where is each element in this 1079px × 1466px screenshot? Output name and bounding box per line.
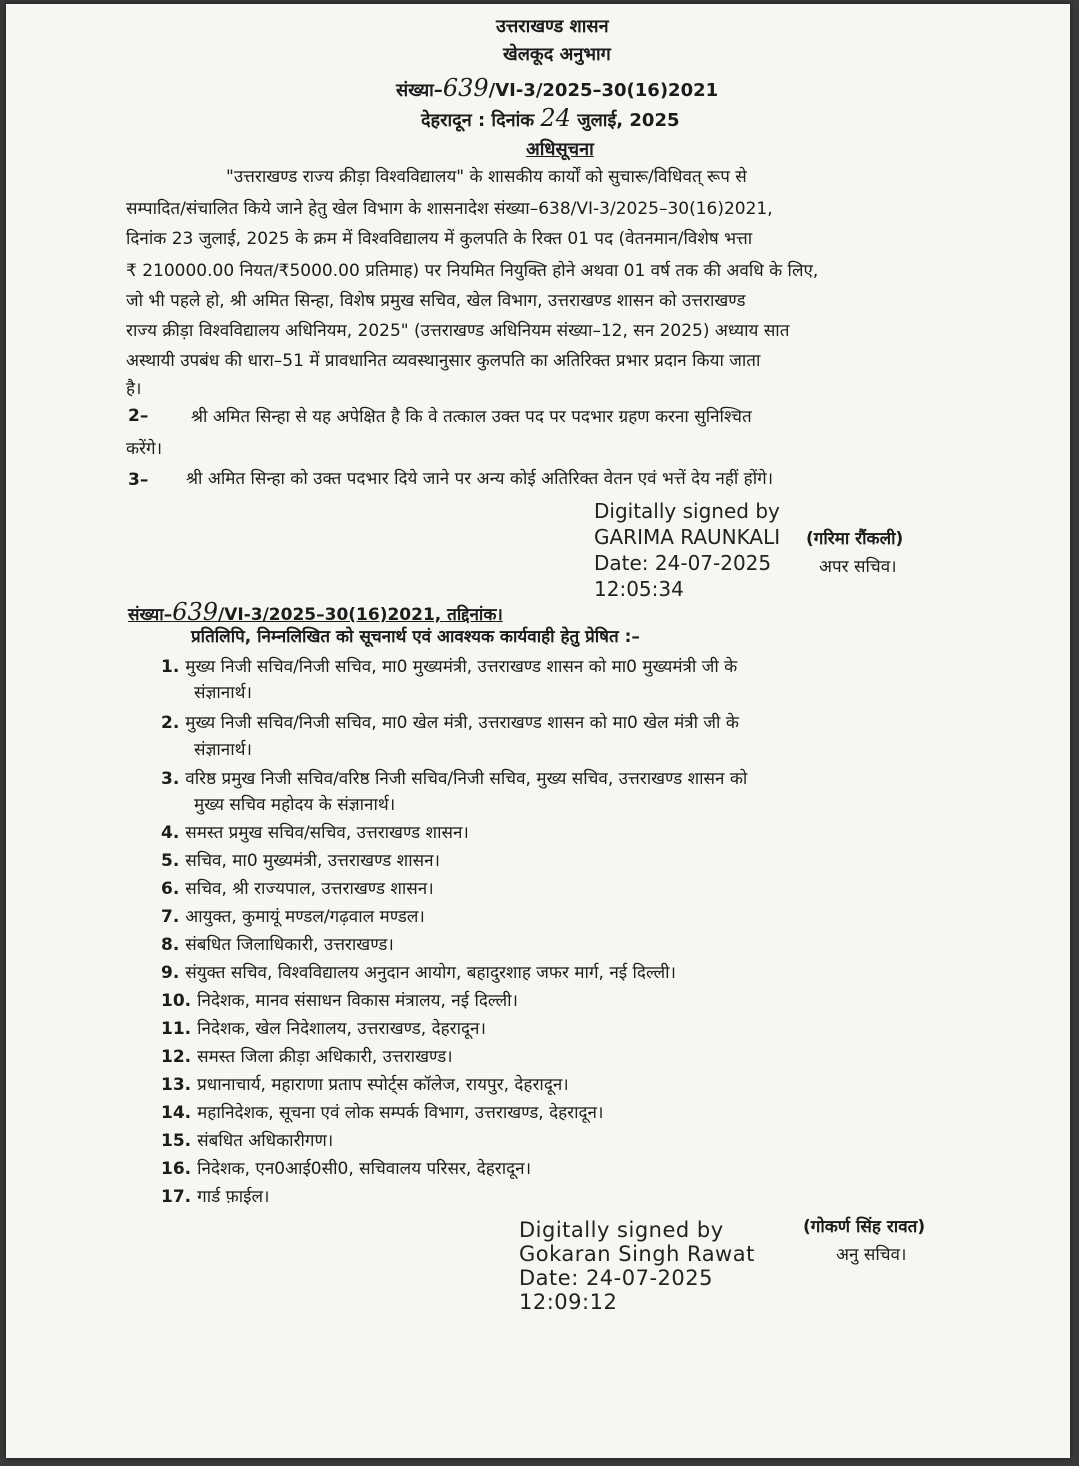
signature1-name-hindi: (गरिमा रौंकली) — [806, 529, 904, 549]
list-item-cont: संज्ञानार्थ। — [194, 683, 252, 703]
para2-line-2: करेंगे। — [126, 439, 163, 459]
para1-line-5: जो भी पहले हो, श्री अमित सिन्हा, विशेष प्रमुख सचिव, खेल विभाग, उत्तराखण्ड शासन को उत्तराखण्ड — [126, 291, 746, 311]
place-date — [421, 104, 680, 132]
para1-line-7: अस्थायी उपबंध की धारा–51 में प्रावधानित व्यवस्थानुसार कुलपति का अतिरिक्त प्रभार प्रदान किया जाता — [126, 351, 761, 371]
order-number — [396, 74, 718, 102]
copy-number-prefix: संख्या– — [128, 605, 173, 625]
copy-number — [128, 598, 503, 626]
para3-number: 3– — [128, 470, 149, 490]
signature1-block — [594, 498, 780, 602]
signature2-line2: Gokaran Singh Rawat — [519, 1242, 755, 1266]
list-item-cont: मुख्य सचिव महोदय के संज्ञानार्थ। — [194, 795, 396, 815]
document-page — [6, 4, 1070, 1458]
list-item: 17. गार्ड फ़ाईल। — [161, 1187, 270, 1207]
signature2-block — [519, 1218, 755, 1314]
para2-number: 2– — [128, 406, 149, 426]
list-item: 8. संबधित जिलाधिकारी, उत्तराखण्ड। — [161, 935, 394, 955]
para1-line-2: सम्पादित/संचालित किये जाने हेतु खेल विभाग के शासनादेश संख्या–638/VI-3/2025–30(16)2021, — [126, 199, 773, 219]
place-date-suffix: जुलाई, 2025 — [577, 110, 680, 131]
para1-line-4: ₹ 210000.00 नियत/₹5000.00 प्रतिमाह) पर नियमित नियुक्ति होने अथवा 01 वर्ष तक की अवधि के लिए, — [126, 261, 819, 281]
order-number-suffix: /VI-3/2025–30(16)2021 — [488, 80, 719, 101]
section-heading: खेलकूद अनुभाग — [503, 44, 611, 65]
signature1-line2: GARIMA RAUNKALI — [594, 525, 781, 549]
list-item: 1. मुख्य निजी सचिव/निजी सचिव, मा0 मुख्यमंत्री, उत्तराखण्ड शासन को मा0 मुख्यमंत्री जी के — [161, 657, 738, 677]
list-item: 2. मुख्य निजी सचिव/निजी सचिव, मा0 खेल मंत्री, उत्तराखण्ड शासन को मा0 खेल मंत्री जी के — [161, 713, 739, 733]
list-item: 5. सचिव, मा0 मुख्यमंत्री, उत्तराखण्ड शासन। — [161, 851, 440, 871]
order-number-prefix: संख्या– — [396, 80, 443, 101]
list-item: 13. प्रधानाचार्य, महाराणा प्रताप स्पोर्ट्स कॉलेज, रायपुर, देहरादून। — [161, 1075, 569, 1095]
list-item: 15. संबधित अधिकारीगण। — [161, 1131, 334, 1151]
copy-number-handwritten: 639 — [172, 598, 219, 626]
signature2-line3: Date: 24-07-2025 — [519, 1266, 713, 1290]
government-heading: उत्तराखण्ड शासन — [496, 16, 609, 37]
para1-line-8: है। — [126, 379, 142, 399]
para1-line-3: दिनांक 23 जुलाई, 2025 के क्रम में विश्वविद्यालय में कुलपति के रिक्त 01 पद (वेतनमान/विशेष भत्ता — [126, 229, 753, 249]
para2-line-1: श्री अमित सिन्हा से यह अपेक्षित है कि वे तत्काल उक्त पद पर पदभार ग्रहण करना सुनिश्चित — [191, 407, 752, 427]
list-item-cont: संज्ञानार्थ। — [194, 740, 252, 760]
signature2-line4: 12:09:12 — [519, 1290, 618, 1314]
signature2-designation: अनु सचिव। — [836, 1245, 907, 1265]
signature1-line4: 12:05:34 — [594, 577, 684, 601]
list-item: 7. आयुक्त, कुमायूं मण्डल/गढ़वाल मण्डल। — [161, 907, 425, 927]
list-item: 11. निदेशक, खेल निदेशालय, उत्तराखण्ड, देहरादून। — [161, 1019, 486, 1039]
list-item: 4. समस्त प्रमुख सचिव/सचिव, उत्तराखण्ड शासन। — [161, 823, 469, 843]
copy-number-suffix: /VI-3/2025–30(16)2021, तद्दिनांक। — [218, 605, 503, 625]
signature2-name-hindi: (गोकर्ण सिंह रावत) — [803, 1217, 926, 1237]
list-item: 3. वरिष्ठ प्रमुख निजी सचिव/वरिष्ठ निजी सचिव/निजी सचिव, मुख्य सचिव, उत्तराखण्ड शासन को — [161, 769, 748, 789]
para1-line-1: "उत्तराखण्ड राज्य क्रीड़ा विश्वविद्यालय" के शासकीय कार्यों को सुचारू/विधिवत् रूप से — [226, 167, 747, 187]
day-handwritten: 24 — [540, 104, 571, 132]
signature1-line1: Digitally signed by — [594, 499, 780, 523]
signature2-line1: Digitally signed by — [519, 1218, 724, 1242]
order-number-handwritten: 639 — [442, 74, 489, 102]
copy-intro: प्रतिलिपि, निम्नलिखित को सूचनार्थ एवं आवश्यक कार्यवाही हेतु प्रेषित :– — [191, 627, 640, 647]
list-item: 16. निदेशक, एन0आई0सी0, सचिवालय परिसर, देहरादून। — [161, 1159, 532, 1179]
signature1-line3: Date: 24-07-2025 — [594, 551, 772, 575]
para3-text: श्री अमित सिन्हा को उक्त पदभार दिये जाने पर अन्य कोई अतिरिक्त वेतन एवं भत्तें देय नहीं होंगे। — [186, 469, 774, 489]
list-item: 14. महानिदेशक, सूचना एवं लोक सम्पर्क विभाग, उत्तराखण्ड, देहरादून। — [161, 1103, 604, 1123]
list-item: 10. निदेशक, मानव संसाधन विकास मंत्रालय, नई दिल्ली। — [161, 991, 518, 1011]
place-date-prefix: देहरादून : दिनांक — [421, 110, 535, 131]
list-item: 6. सचिव, श्री राज्यपाल, उत्तराखण्ड शासन। — [161, 879, 434, 899]
list-item: 12. समस्त जिला क्रीड़ा अधिकारी, उत्तराखण्ड। — [161, 1047, 453, 1067]
signature1-designation: अपर सचिव। — [819, 557, 897, 577]
para1-line-6: राज्य क्रीड़ा विश्वविद्यालय अधिनियम, 2025" (उत्तराखण्ड अधिनियम संख्या–12, सन 2025) अध्याय सात — [126, 321, 790, 341]
notification-title: अधिसूचना — [526, 139, 594, 160]
list-item: 9. संयुक्त सचिव, विश्वविद्यालय अनुदान आयोग, बहादुरशाह जफर मार्ग, नई दिल्ली। — [161, 963, 676, 983]
